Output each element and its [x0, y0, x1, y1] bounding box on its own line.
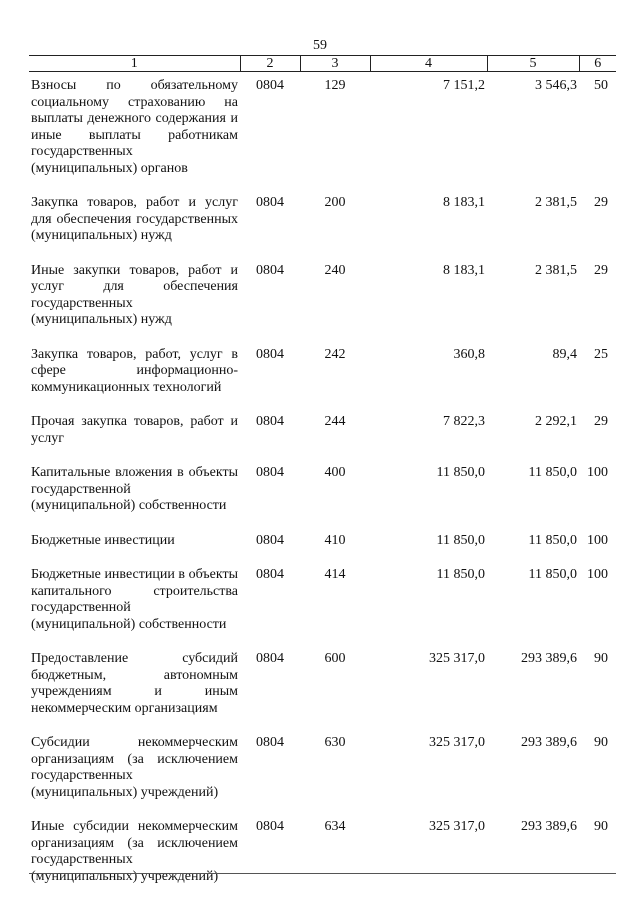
row-percent: 29	[594, 414, 608, 429]
table-row	[29, 559, 616, 643]
row-name: Закупка товаров, работ и услуг для обеспечения государственных (муниципальных) нужд	[31, 195, 238, 243]
row-name: Закупка товаров, работ, услуг в сфере информационно-коммуникационных технологий	[31, 346, 238, 395]
row-expense-code: 129	[324, 78, 346, 93]
row-percent: 25	[594, 346, 608, 362]
row-actual-amount: 2 292,1	[535, 414, 577, 429]
row-name: Взносы по обязательному социальному страхованию на выплаты денежного содержания и иные выплаты работникам государственных (муниципальных) органов	[31, 78, 238, 176]
table-row	[29, 525, 616, 560]
row-actual-amount: 3 546,3	[535, 78, 577, 93]
row-plan-amount: 325 317,0	[429, 651, 485, 666]
row-expense-code: 242	[324, 346, 346, 362]
row-section-code: 0804	[256, 819, 284, 834]
row-name: Субсидии некоммерческим организациям (за исключением государственных (муниципальных) учреждений)	[31, 735, 238, 800]
row-section-code: 0804	[256, 262, 284, 278]
row-plan-amount: 360,8	[453, 346, 485, 362]
column-header: 1	[29, 56, 240, 72]
row-expense-code: 240	[324, 262, 346, 278]
row-section-code: 0804	[256, 651, 284, 666]
table-row	[29, 255, 616, 339]
column-header: 5	[487, 56, 579, 72]
table-row	[29, 406, 616, 457]
row-actual-amount: 11 850,0	[528, 465, 577, 480]
row-expense-code: 244	[324, 414, 346, 429]
row-section-code: 0804	[256, 735, 284, 750]
row-section-code: 0804	[256, 78, 284, 93]
bottom-rule	[29, 873, 616, 874]
row-name: Прочая закупка товаров, работ и услуг	[31, 414, 238, 446]
row-name: Иные субсидии некоммерческим организациям (за исключением государственных (муниципальных) учреждений)	[31, 819, 238, 884]
row-actual-amount: 293 389,6	[521, 651, 577, 666]
row-section-code: 0804	[256, 414, 284, 429]
row-actual-amount: 293 389,6	[521, 735, 577, 750]
table-header	[29, 56, 616, 72]
row-actual-amount: 2 381,5	[535, 262, 577, 278]
column-header: 4	[370, 56, 487, 72]
row-plan-amount: 7 151,2	[443, 78, 485, 93]
row-percent: 100	[587, 532, 608, 548]
row-actual-amount: 11 850,0	[528, 532, 577, 548]
row-name: Иные закупки товаров, работ и услуг для обеспечения государственных (муниципальных) нужд	[31, 262, 238, 327]
row-plan-amount: 11 850,0	[436, 465, 485, 480]
row-section-code: 0804	[256, 195, 284, 210]
row-expense-code: 410	[324, 532, 346, 548]
column-header: 3	[300, 56, 370, 72]
table-row	[29, 72, 616, 188]
row-plan-amount: 8 183,1	[443, 262, 485, 278]
table-row	[29, 811, 616, 895]
row-section-code: 0804	[256, 532, 284, 548]
row-percent: 29	[594, 195, 608, 210]
row-percent: 50	[594, 78, 608, 93]
table-row	[29, 457, 616, 525]
row-expense-code: 200	[324, 195, 346, 210]
row-actual-amount: 89,4	[552, 346, 577, 362]
row-expense-code: 400	[324, 465, 346, 480]
row-actual-amount: 2 381,5	[535, 195, 577, 210]
row-actual-amount: 293 389,6	[521, 819, 577, 834]
table-row	[29, 643, 616, 727]
row-name: Бюджетные инвестиции	[31, 532, 175, 548]
table-row	[29, 727, 616, 811]
table-row	[29, 187, 616, 255]
row-name: Капитальные вложения в объекты государственной (муниципальной) собственности	[31, 465, 238, 513]
row-section-code: 0804	[256, 465, 284, 480]
row-section-code: 0804	[256, 567, 284, 582]
row-percent: 90	[594, 651, 608, 666]
row-percent: 29	[594, 262, 608, 278]
row-expense-code: 630	[324, 735, 346, 750]
row-percent: 100	[587, 465, 608, 480]
row-plan-amount: 7 822,3	[443, 414, 485, 429]
table-row	[29, 339, 616, 407]
row-name: Бюджетные инвестиции в объекты капитального строительства государственной (муниципальной) собственности	[31, 567, 238, 632]
row-percent: 90	[594, 819, 608, 834]
row-plan-amount: 8 183,1	[443, 195, 485, 210]
table-body	[29, 72, 616, 896]
page-number: 59	[313, 38, 327, 53]
row-name: Предоставление субсидий бюджетным, автономным учреждениям и иным некоммерческим организациям	[31, 651, 238, 716]
row-expense-code: 634	[324, 819, 346, 834]
row-percent: 90	[594, 735, 608, 750]
row-plan-amount: 325 317,0	[429, 735, 485, 750]
row-plan-amount: 11 850,0	[436, 567, 485, 582]
row-plan-amount: 325 317,0	[429, 819, 485, 834]
row-plan-amount: 11 850,0	[436, 532, 485, 548]
row-expense-code: 414	[324, 567, 346, 582]
row-expense-code: 600	[324, 651, 346, 666]
row-section-code: 0804	[256, 346, 284, 362]
column-header: 2	[240, 56, 300, 72]
budget-table	[29, 55, 616, 895]
row-percent: 100	[587, 567, 608, 582]
column-header: 6	[579, 56, 616, 72]
row-actual-amount: 11 850,0	[528, 567, 577, 582]
